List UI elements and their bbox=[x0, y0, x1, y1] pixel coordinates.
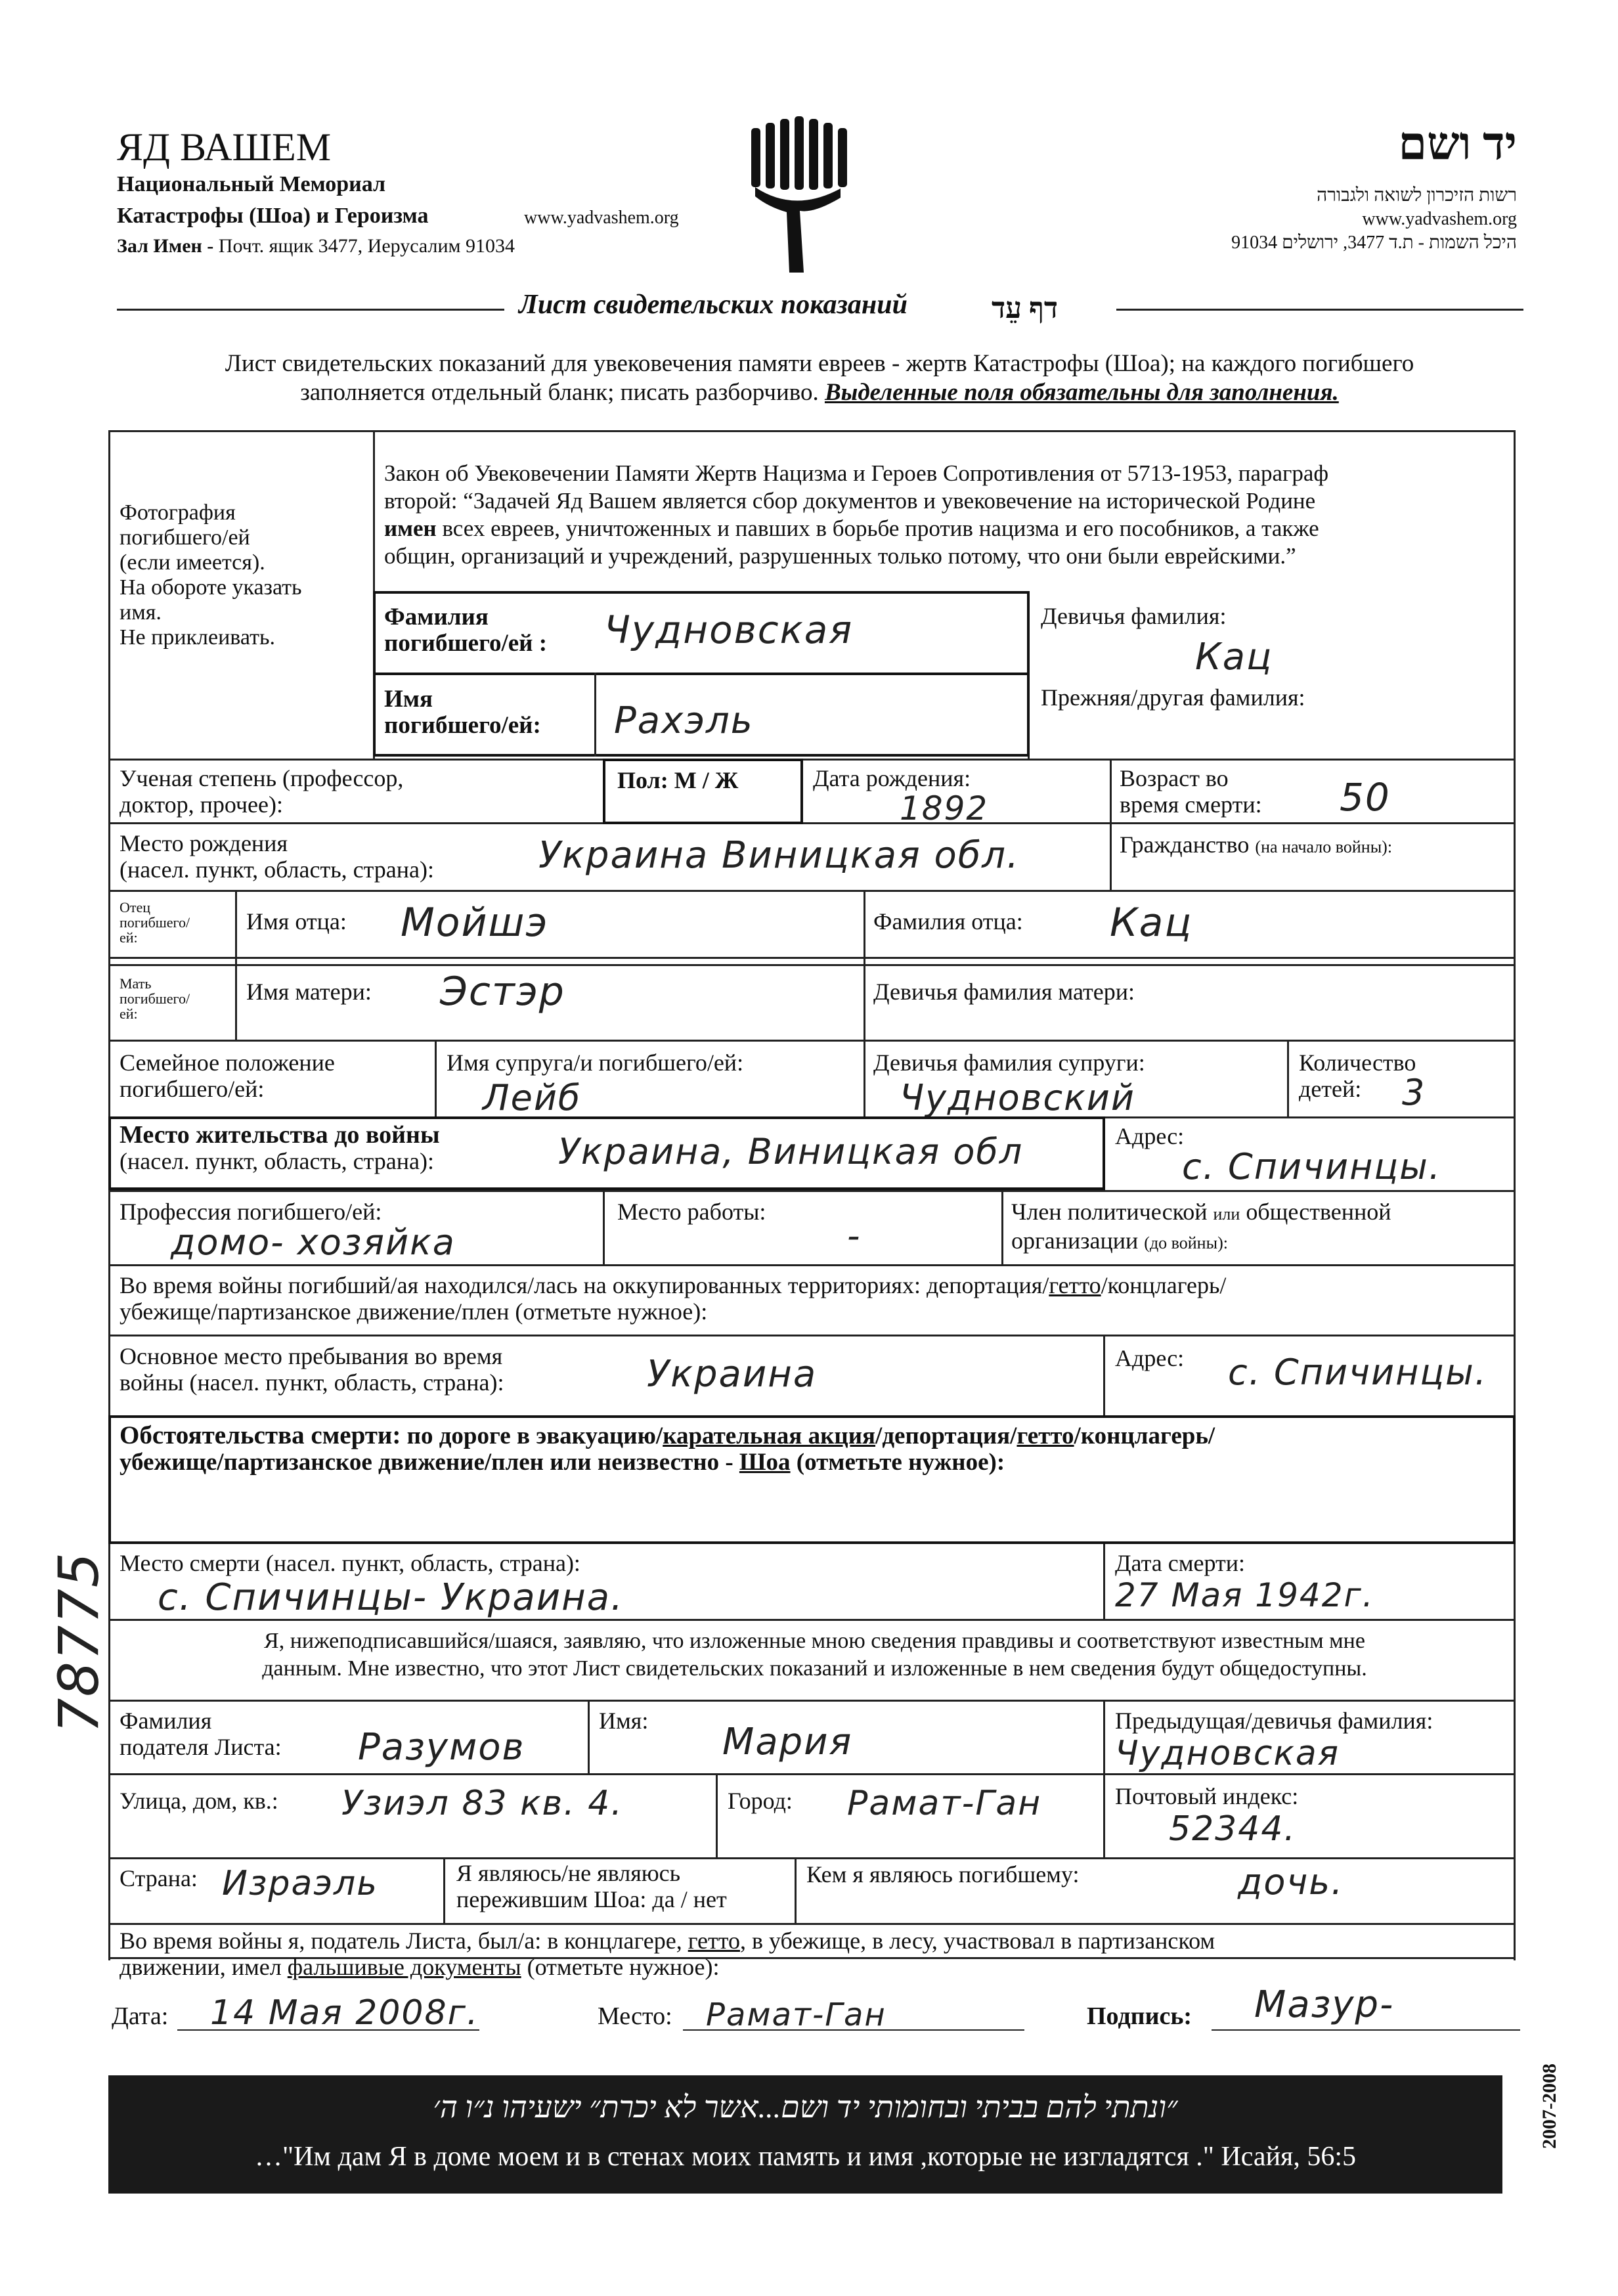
yad-vashem-logo-icon bbox=[742, 115, 860, 279]
form-title-hebrew: דף עֵד bbox=[992, 292, 1059, 324]
death-circ-selected: Шоа bbox=[739, 1449, 791, 1476]
hebrew-title: יד ושם bbox=[1398, 119, 1517, 169]
death-circ-part: по дороге в эвакуацию/ bbox=[406, 1423, 663, 1449]
father-side-label bbox=[120, 900, 190, 945]
photo-note-line: погибшего/ей bbox=[120, 525, 250, 550]
intro-mandatory-note: Выделенные поля обязательны для заполнения. bbox=[824, 379, 1339, 406]
row-line-7 bbox=[108, 1190, 1516, 1192]
law-line bbox=[384, 515, 1510, 542]
law-text bbox=[384, 460, 1510, 570]
workplace-label: Место работы: bbox=[617, 1199, 766, 1225]
label-line: подателя Листа: bbox=[120, 1734, 282, 1760]
label-line bbox=[120, 1272, 1226, 1298]
member-note: (до войны): bbox=[1144, 1233, 1228, 1252]
submitter-name-divider bbox=[588, 1700, 590, 1773]
member-text: Член политической bbox=[1011, 1199, 1208, 1225]
other-surname-label: Прежняя/другая фамилия: bbox=[1041, 684, 1305, 711]
label-line: Количество bbox=[1299, 1049, 1416, 1076]
victim-maiden[interactable]: Кац bbox=[1195, 636, 1273, 678]
label-line bbox=[120, 1954, 1215, 1980]
footer-banner bbox=[108, 2075, 1502, 2194]
member-text: организации bbox=[1011, 1227, 1139, 1254]
sex-label[interactable]: Пол: М / Ж bbox=[617, 767, 739, 793]
death-date-label: Дата смерти: bbox=[1115, 1550, 1246, 1576]
maiden-label: Девичья фамилия: bbox=[1041, 603, 1227, 629]
children-label bbox=[1299, 1049, 1416, 1102]
relation-label: Кем я являюсь погибшему: bbox=[806, 1861, 1080, 1888]
label-line: пережившим Шоа: да / нет bbox=[456, 1886, 727, 1912]
side-line: Отец bbox=[120, 899, 151, 916]
death-circ-selected: карательная акция bbox=[663, 1423, 876, 1449]
declaration-line: Я, нижеподписавшийся/шаяся, заявляю, что изложенные мною сведения правдивы и соответствуют известным мне bbox=[264, 1629, 1365, 1653]
photo-note-line: На обороте указать bbox=[120, 575, 302, 600]
photo-note bbox=[120, 500, 369, 650]
member-label bbox=[1011, 1199, 1391, 1256]
wartime-address[interactable]: с. Спичинцы. bbox=[1228, 1352, 1487, 1393]
name-label bbox=[384, 686, 541, 739]
wartime-text bbox=[120, 1272, 1226, 1325]
row-line-3 bbox=[108, 890, 1516, 892]
declaration bbox=[117, 1627, 1512, 1683]
label-line: Семейное положение bbox=[120, 1049, 335, 1076]
mother-name-label: Имя матери: bbox=[246, 979, 372, 1005]
marital-status-label bbox=[120, 1049, 335, 1102]
city-divider bbox=[716, 1773, 718, 1857]
citizenship-note: (на начало войны): bbox=[1255, 837, 1393, 856]
law-bold-word: имен bbox=[384, 516, 437, 541]
law-line: второй: “Задачей Яд Вашем является сбор документов и увековечение на исторической Родине bbox=[384, 488, 1316, 514]
address-text: Почт. ящик 3477, Иерусалим 91034 bbox=[218, 235, 515, 257]
label-line: (насел. пункт, область, страна): bbox=[120, 856, 435, 883]
footer-russian-quote: …"Им дам Я в доме моем и в стенах моих память и имя ,которые не изгладятся ." Исайя, 56:5 bbox=[254, 2142, 1357, 2172]
member-divider bbox=[1001, 1190, 1003, 1264]
submitter-war-selected: гетто bbox=[688, 1928, 740, 1954]
row-line-1 bbox=[108, 759, 1516, 761]
relation[interactable]: дочь. bbox=[1238, 1861, 1344, 1903]
residence[interactable]: Украина, Виницкая обл bbox=[558, 1131, 1024, 1172]
row-line-wartime bbox=[108, 1335, 1516, 1336]
children-divider bbox=[1287, 1040, 1289, 1116]
death-circumstances bbox=[120, 1423, 1215, 1476]
death-circ-part: убежище/партизанское движение/плен или неизвестно - bbox=[120, 1449, 739, 1476]
street-label: Улица, дом, кв.: bbox=[120, 1788, 278, 1814]
country-label: Страна: bbox=[120, 1865, 198, 1891]
wartime-text-part: Во время войны погибший/ая находился/лась на оккупированных территориях: депортация/ bbox=[120, 1272, 1049, 1298]
street[interactable]: Узиэл 83 кв. 4. bbox=[341, 1784, 623, 1823]
side-line: ей: bbox=[120, 1005, 138, 1022]
label-line: Основное место пребывания во время bbox=[120, 1343, 503, 1369]
address-label: Зал Имен - bbox=[117, 235, 214, 257]
sign-place-label: Место: bbox=[598, 2002, 672, 2030]
victim-surname[interactable]: Чудновская bbox=[604, 607, 854, 652]
title-rule-left bbox=[117, 309, 504, 311]
label-line: Я являюсь/не являюсь bbox=[456, 1860, 681, 1886]
age-at-death[interactable]: 50 bbox=[1340, 775, 1391, 820]
submitter-wartime bbox=[120, 1928, 1215, 1980]
mother-side-label bbox=[120, 976, 190, 1021]
label-line: Место рождения bbox=[120, 830, 288, 856]
father-name-label: Имя отца: bbox=[246, 908, 347, 935]
label-line: убежище/партизанское движение/плен (отметьте нужное): bbox=[120, 1298, 708, 1325]
row-line-parents bbox=[108, 964, 1516, 966]
intro-line2 bbox=[117, 380, 1522, 406]
label-line: (насел. пункт, область, страна): bbox=[120, 1148, 435, 1174]
submitter-war-selected: фальшивые документы bbox=[287, 1954, 521, 1980]
label-line: войны (насел. пункт, область, страна): bbox=[120, 1369, 504, 1396]
prev-surname-label: Предыдущая/девичья фамилия: bbox=[1115, 1708, 1433, 1734]
death-circ-selected: гетто bbox=[1017, 1423, 1074, 1449]
age-label bbox=[1120, 765, 1262, 818]
label-line: погибшего/ей: bbox=[384, 712, 541, 739]
spouse-name[interactable]: Лейб bbox=[483, 1077, 582, 1118]
spouse-label: Имя супруга/и погибшего/ей: bbox=[447, 1049, 744, 1076]
children-count[interactable]: 3 bbox=[1402, 1072, 1426, 1113]
mother-maiden-label: Девичья фамилия матери: bbox=[873, 979, 1135, 1005]
zip-label: Почтовый индекс: bbox=[1115, 1783, 1299, 1809]
label-line: Имя bbox=[384, 686, 433, 713]
birthplace[interactable]: Украина Виницкая обл. bbox=[538, 834, 1020, 877]
form-title: Лист свидетельских показаний bbox=[519, 290, 907, 320]
citizenship-label bbox=[1120, 831, 1392, 860]
submitter-war-part: , в убежище, в лесу, участвовал в партизанском bbox=[739, 1928, 1215, 1954]
death-circ-part: (отметьте нужное): bbox=[790, 1449, 1005, 1476]
sign-place[interactable]: Рамат-Ган bbox=[706, 1997, 886, 2033]
submitter-name[interactable]: Мария bbox=[722, 1721, 853, 1763]
wartime-text-part: /концлагерь/ bbox=[1101, 1272, 1227, 1298]
side-line: погибшего/ bbox=[120, 990, 190, 1007]
hebrew-address: היכל השמות - ת.ד 3477, ירושלים 91034 bbox=[1231, 232, 1517, 253]
photo-note-line: Не приклеивать. bbox=[120, 625, 275, 650]
submitter-surname-label bbox=[120, 1708, 282, 1760]
row-line-13 bbox=[108, 1857, 1516, 1859]
margin-number: 78775 bbox=[47, 1551, 111, 1733]
label-line: детей: bbox=[1299, 1076, 1362, 1102]
birthplace-label bbox=[120, 830, 434, 883]
label-line: погибшего/ей : bbox=[384, 630, 548, 657]
wartime-address-label: Адрес: bbox=[1115, 1345, 1185, 1371]
signature-label: Подпись: bbox=[1087, 2002, 1192, 2030]
profession-label: Профессия погибшего/ей: bbox=[120, 1199, 382, 1225]
label-line: Место жительства до войны bbox=[120, 1121, 440, 1149]
work-divider bbox=[603, 1190, 605, 1264]
father-name[interactable]: Мойшэ bbox=[401, 900, 549, 946]
spouse-divider bbox=[435, 1040, 437, 1116]
submitter-war-part: движении, имел bbox=[120, 1954, 288, 1980]
frame-right bbox=[1514, 430, 1516, 1960]
side-line: ей: bbox=[120, 929, 138, 946]
prev-divider bbox=[1103, 1700, 1105, 1857]
death-place-label: Место смерти (насел. пункт, область, страна): bbox=[120, 1550, 580, 1576]
residence-address-label: Адрес: bbox=[1115, 1123, 1185, 1149]
degree-label bbox=[120, 765, 403, 818]
age-divider bbox=[1110, 759, 1112, 890]
label-line: Фамилия bbox=[384, 604, 489, 630]
death-place[interactable]: с. Спичинцы- Украина. bbox=[158, 1576, 624, 1619]
footer-years: 2007-2008 bbox=[1539, 2064, 1560, 2149]
wartime-address-divider bbox=[1103, 1336, 1105, 1415]
wartime-selected: гетто bbox=[1049, 1272, 1101, 1298]
spouse-maiden-divider bbox=[864, 1040, 865, 1116]
submitter-surname[interactable]: Разумов bbox=[358, 1726, 525, 1769]
label-line: время смерти: bbox=[1120, 791, 1262, 818]
law-line: общин, организаций и учреждений, разрушенных только потому, что они были еврейскими.” bbox=[384, 543, 1296, 569]
label-line: Фамилия bbox=[120, 1708, 212, 1734]
mother-name[interactable]: Эстэр bbox=[440, 969, 565, 1015]
row-line-8 bbox=[108, 1264, 1516, 1266]
label-line bbox=[120, 1449, 1215, 1476]
prev-surname[interactable]: Чудновская bbox=[1115, 1734, 1340, 1773]
signature[interactable]: Мазур- bbox=[1254, 1983, 1395, 2026]
photo-note-line: имя. bbox=[120, 600, 162, 625]
row-line-10 bbox=[108, 1619, 1516, 1621]
org-address bbox=[117, 235, 515, 257]
photo-note-line: (если имеется). bbox=[120, 550, 265, 575]
label-line bbox=[1011, 1227, 1391, 1256]
label-line: Возраст во bbox=[1120, 765, 1229, 791]
submitter-war-part: Во время войны я, податель Листа, был/а: в концлагере, bbox=[120, 1928, 688, 1954]
footer-hebrew-quote: ״ונתתי להם בביתי ובחומותי יד ושם...אשר לא יכרת״ ישעיהו נ״ו ה׳ bbox=[433, 2090, 1178, 2124]
country[interactable]: Израэль bbox=[222, 1864, 378, 1903]
father-surname-label: Фамилия отца: bbox=[873, 908, 1023, 935]
zip[interactable]: 52344. bbox=[1169, 1809, 1296, 1849]
date-label: Дата: bbox=[112, 2002, 169, 2030]
hebrew-website: www.yadvashem.org bbox=[1362, 209, 1517, 229]
label-line: погибшего/ей: bbox=[120, 1076, 265, 1102]
wartime-place[interactable]: Украина bbox=[647, 1353, 818, 1396]
spouse-maiden[interactable]: Чудновский bbox=[900, 1077, 1135, 1118]
member-or: или bbox=[1213, 1204, 1240, 1224]
city-label: Город: bbox=[728, 1788, 793, 1814]
row-line-11 bbox=[108, 1700, 1516, 1702]
member-text: общественной bbox=[1246, 1199, 1391, 1225]
hebrew-line1: רשות הזיכרון לשואה ולגבורה bbox=[1317, 185, 1517, 206]
frame-top bbox=[108, 430, 1516, 432]
label-line: доктор, прочее): bbox=[120, 791, 283, 818]
side-line: погибшего/ bbox=[120, 914, 190, 931]
org-title: ЯД ВАШЕМ bbox=[117, 125, 332, 169]
death-circ-title: Обстоятельства смерти: bbox=[120, 1421, 401, 1449]
birth-label: Дата рождения: bbox=[813, 765, 971, 791]
row-line-5 bbox=[108, 1040, 1516, 1042]
declaration-line: данным. Мне известно, что этот Лист свидетельских показаний и изложенные в нем сведения будут общедоступны. bbox=[262, 1656, 1367, 1681]
label-line: Ученая степень (профессор, bbox=[120, 765, 404, 791]
death-circ-part: /депортация/ bbox=[875, 1423, 1017, 1449]
spouse-maiden-label: Девичья фамилия супруги: bbox=[873, 1049, 1145, 1076]
label-line bbox=[120, 1423, 1215, 1449]
survivor-label[interactable] bbox=[456, 1860, 727, 1912]
intro-line2-text: заполняется отдельный бланк; писать разборчиво. bbox=[300, 379, 819, 406]
workplace[interactable]: - bbox=[847, 1215, 862, 1256]
row-line-2 bbox=[108, 822, 1516, 824]
row-line-country bbox=[108, 1923, 1516, 1925]
residence-address[interactable]: с. Спичинцы. bbox=[1182, 1146, 1441, 1187]
law-line-text: всех евреев, уничтоженных и павших в борьбе против нацизма и его пособников, а также bbox=[442, 516, 1319, 541]
birth-date[interactable]: 1892 bbox=[900, 789, 989, 828]
label-line bbox=[1011, 1199, 1391, 1227]
wartime-place-label bbox=[120, 1343, 504, 1396]
website: www.yadvashem.org bbox=[524, 208, 679, 228]
label-line bbox=[120, 1928, 1215, 1954]
side-line: Мать bbox=[120, 975, 152, 992]
law-line: Закон об Увековечении Памяти Жертв Нацизма и Героев Сопротивления от 5713-1953, параграф bbox=[384, 460, 1329, 486]
signature-underline bbox=[1212, 2029, 1520, 2031]
death-date-divider bbox=[1103, 1543, 1105, 1619]
citizenship-label-text: Гражданство bbox=[1120, 831, 1250, 858]
org-line2: Катастрофы (Шоа) и Героизма bbox=[117, 204, 429, 228]
org-line1: Национальный Мемориал bbox=[117, 172, 386, 196]
surname-label bbox=[384, 604, 547, 657]
profession[interactable]: домо- хозяйка bbox=[171, 1222, 456, 1263]
submitter-war-part: (отметьте нужное): bbox=[521, 1954, 720, 1980]
victim-name[interactable]: Рахэль bbox=[614, 699, 754, 742]
photo-note-line: Фотография bbox=[120, 500, 236, 525]
death-date[interactable]: 27 Мая 1942г. bbox=[1115, 1576, 1374, 1614]
sign-date[interactable]: 14 Мая 2008г. bbox=[210, 1993, 479, 2033]
residence-label bbox=[120, 1122, 440, 1174]
survivor-divider-left bbox=[443, 1857, 445, 1923]
survivor-divider-right bbox=[795, 1857, 797, 1923]
row-line-12 bbox=[108, 1773, 1516, 1775]
name-label-divider bbox=[594, 673, 596, 757]
title-rule-right bbox=[1116, 309, 1523, 311]
city[interactable]: Рамат-Ган bbox=[847, 1784, 1042, 1823]
intro-line1: Лист свидетельских показаний для увековечения памяти евреев - жертв Катастрофы (Шоа); на каждого погибшего bbox=[225, 350, 1414, 377]
row-line-4 bbox=[108, 957, 1516, 959]
death-circ-part: /концлагерь/ bbox=[1074, 1423, 1215, 1449]
father-surname[interactable]: Кац bbox=[1110, 900, 1193, 946]
submitter-name-label: Имя: bbox=[599, 1708, 649, 1734]
